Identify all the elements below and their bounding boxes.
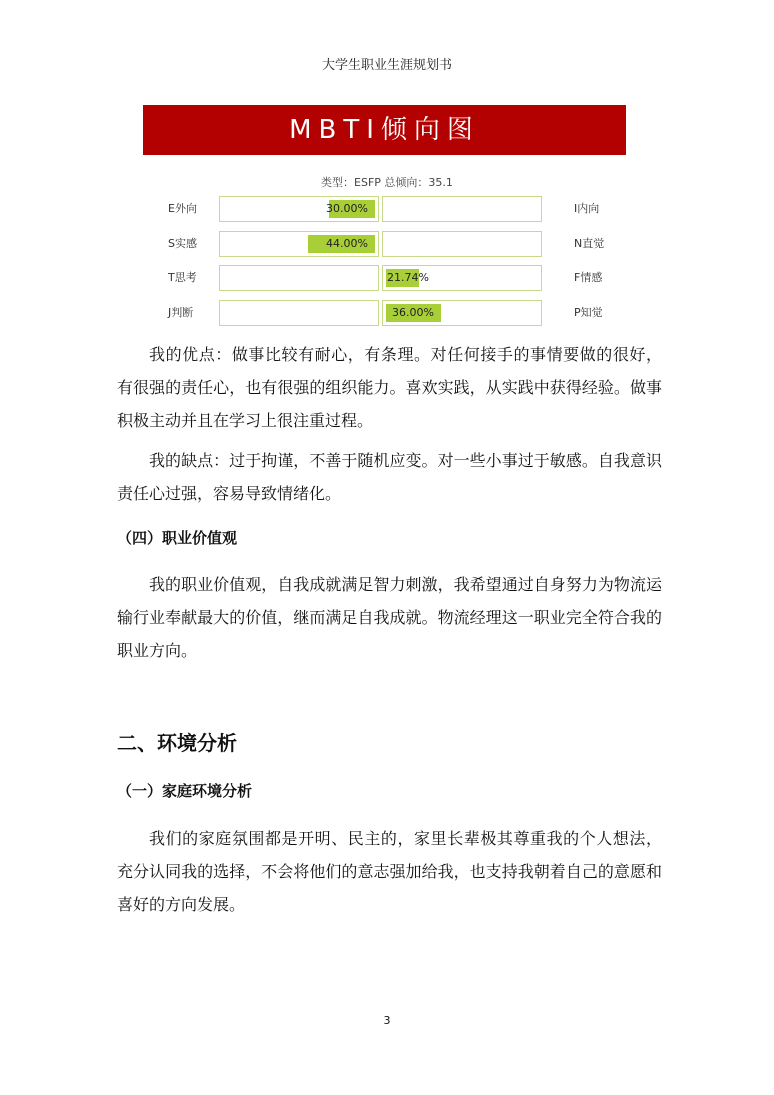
mbti-row-ei	[0, 196, 774, 222]
mbti-banner: MBTI倾向图	[143, 105, 626, 155]
strengths-paragraph: 我的优点：做事比较有耐心，有条理。对任何接手的事情要做的很好， 有很强的责任心，也有很强的组织能力。喜欢实践，从实践中获得经验。做事积极主动并且在学习上很注重过程。	[117, 345, 662, 430]
mbti-box-e	[219, 196, 379, 222]
mbti-box-f	[382, 265, 542, 291]
mbti-box-t	[219, 265, 379, 291]
mbti-row-tf	[0, 265, 774, 291]
mbti-box-p	[382, 300, 542, 326]
page-number: 3	[383, 1014, 391, 1027]
mbti-value-label-e: 30.00%	[326, 202, 368, 215]
mbti-label-f: F情感	[574, 271, 603, 284]
values-paragraph: 我的职业价值观，自我成就满足智力刺激，我希望通过自身努力为物流运输行业奉献最大的价值，继而满足自我成就。物流经理这一职业完全符合我的职业方向。	[117, 575, 662, 660]
mbti-label-j: J判断	[168, 306, 194, 319]
mbti-label-t: T思考	[168, 271, 197, 284]
mbti-box-i	[382, 196, 542, 222]
mbti-label-i: I内向	[574, 202, 600, 215]
mbti-value-label-p: 36.00%	[392, 306, 434, 319]
document-header: 大学生职业生涯规划书	[321, 58, 452, 73]
mbti-label-s: S实感	[168, 237, 197, 250]
environment-section-heading: 二、环境分析	[117, 731, 237, 755]
family-heading: （一）家庭环境分析	[117, 782, 253, 800]
weaknesses-paragraph: 我的缺点：过于拘谨，不善于随机应变。对一些小事过于敏感。自我意识责任心过强，容易导致情绪化。	[117, 451, 662, 503]
mbti-subtitle: 类型：ESFP 总倾向：35.1	[321, 176, 453, 189]
mbti-label-n: N直觉	[574, 237, 605, 250]
values-heading: （四）职业价值观	[117, 529, 238, 547]
mbti-box-n	[382, 231, 542, 257]
mbti-value-label-f: 21.74%	[387, 271, 429, 284]
family-paragraph: 我们的家庭氛围都是开明、民主的，家里长辈极其尊重我的个人想法， 充分认同我的选择，不会将他们的意志强加给我，也支持我朝着自己的意愿和喜好的方向发展。	[117, 829, 662, 914]
mbti-row-sn	[0, 231, 774, 257]
mbti-box-j	[219, 300, 379, 326]
mbti-label-e: E外向	[168, 202, 197, 215]
mbti-value-label-s: 44.00%	[326, 237, 368, 250]
mbti-box-s	[219, 231, 379, 257]
mbti-label-p: P知觉	[574, 306, 603, 319]
mbti-row-jp	[0, 300, 774, 326]
